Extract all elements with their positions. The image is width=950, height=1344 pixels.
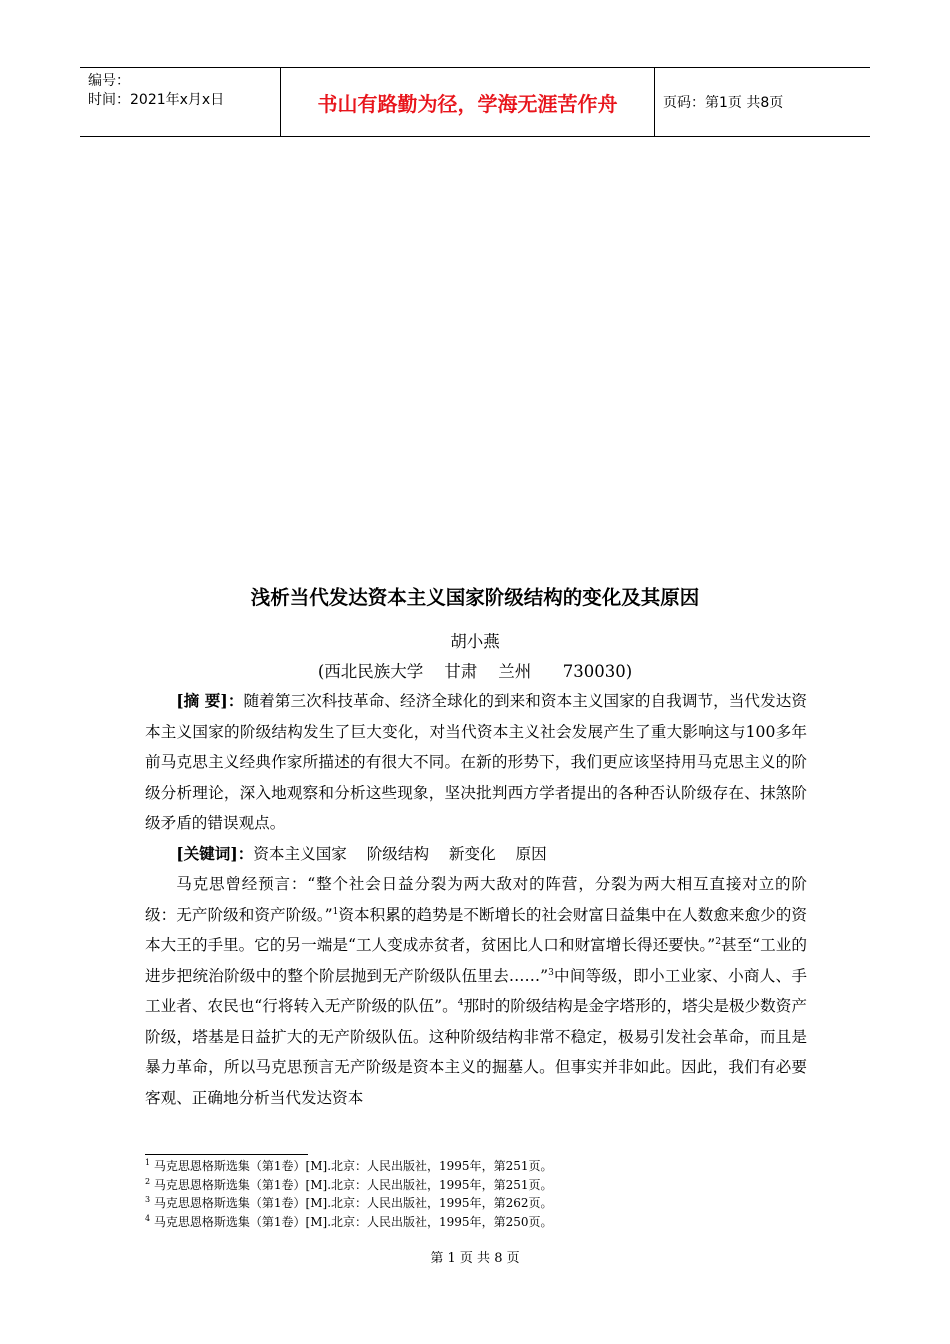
document-number-label: 编号： [88, 73, 130, 89]
footnote-ref-4[interactable]: 4 [457, 997, 464, 1008]
document-time: 时间：2021年x月x日 [88, 92, 225, 108]
author-affiliation: (西北民族大学 甘肃 兰州 730030) [317, 662, 633, 681]
abstract-text: 随着第三次科技革命、经济全球化的到来和资本主义国家的自我调节，当代发达资本主义国家的阶级结构发生了巨大变化，对当代资本主义社会发展产生了重大影响这与100多年前马克思主义经典作家所描述的有很大不同。在新的形势下，我们更应该坚持用马克思主义的阶级分析理论，深入地观察和分析这些现象，坚决批判西方学者提出的各种否认阶级存在、抹煞阶级矛盾的错误观点。 [145, 692, 807, 832]
footnote-ref-2[interactable]: 2 [715, 936, 721, 947]
footnote-number: 3 [145, 1195, 151, 1204]
footnote-item [145, 1157, 552, 1176]
footnote-item [145, 1213, 552, 1232]
footnote-text: 马克思恩格斯选集（第1卷）[M].北京：人民出版社，1995年，第251页。 [153, 1159, 553, 1173]
page-footer: 第 1 页 共 8 页 [430, 1251, 520, 1266]
abstract-label: [摘 要]： [176, 691, 244, 710]
footnote-number: 1 [145, 1158, 151, 1167]
intro-paragraph [145, 869, 807, 1113]
footnote-ref-1[interactable]: 1 [332, 906, 339, 917]
keywords-label: [关键词]： [176, 843, 254, 863]
header-page-code: 页码：第1页 共8页 [663, 95, 784, 111]
footnote-number: 4 [145, 1213, 151, 1223]
footnote-item [145, 1194, 552, 1213]
keywords-text: 资本主义国家 阶级结构 新变化 原因 [253, 844, 547, 863]
footnotes [145, 1157, 552, 1231]
keywords-paragraph [145, 839, 807, 870]
body-text-5: 那时的阶级结构是金字塔形的，塔尖是极少数资产阶级，塔基是日益扩大的无产阶级队伍。这种阶级结构非常不稳定，极易引发社会革命，而且是暴力革命，所以马克思预言无产阶级是资本主义的掘墓人。但事实并非如此。因此，我们有必要客观、正确地分析当代发达资本 [145, 997, 807, 1107]
footnote-text: 马克思恩格斯选集（第1卷）[M].北京：人民出版社，1995年，第250页。 [153, 1214, 553, 1229]
article-author: 胡小燕 [450, 632, 500, 651]
footnote-text: 马克思恩格斯选集（第1卷）[M].北京：人民出版社，1995年，第251页。 [153, 1177, 553, 1192]
footnote-separator [145, 1154, 308, 1155]
body-text-1: 马克思曾经预言：“整个社会日益分裂为两大敌对的阵营，分裂为两大相互直接对立的阶级：无产阶级和资产阶级。” [145, 875, 807, 924]
article-title: 浅析当代发达资本主义国家阶级结构的变化及其原因 [250, 586, 700, 609]
page-header [80, 67, 870, 137]
body-text-4: 中间等级，即小工业家、小商人、手工业者、农民也“行将转入无产阶级的队伍”。 [145, 966, 807, 1015]
article-body [145, 686, 807, 1113]
header-motto: 书山有路勤为径，学海无涯苦作舟 [280, 68, 655, 136]
footnote-number: 2 [145, 1176, 151, 1186]
header-meta [80, 68, 280, 136]
footnote-text: 马克思恩格斯选集（第1卷）[M].北京：人民出版社，1995年，第262页。 [153, 1196, 553, 1210]
body-text-3: 甚至“工业的进步把统治阶级中的整个阶层抛到无产阶级队伍里去……” [145, 936, 807, 985]
body-text-2: 资本积累的趋势是不断增长的社会财富日益集中在人数愈来愈少的资本大王的手里。它的另一端是“工人变成赤贫者，贫困比人口和财富增长得还要快。” [145, 905, 807, 954]
footnote-ref-3[interactable]: 3 [548, 967, 554, 978]
abstract-paragraph [145, 686, 807, 839]
footnote-item [145, 1176, 552, 1195]
